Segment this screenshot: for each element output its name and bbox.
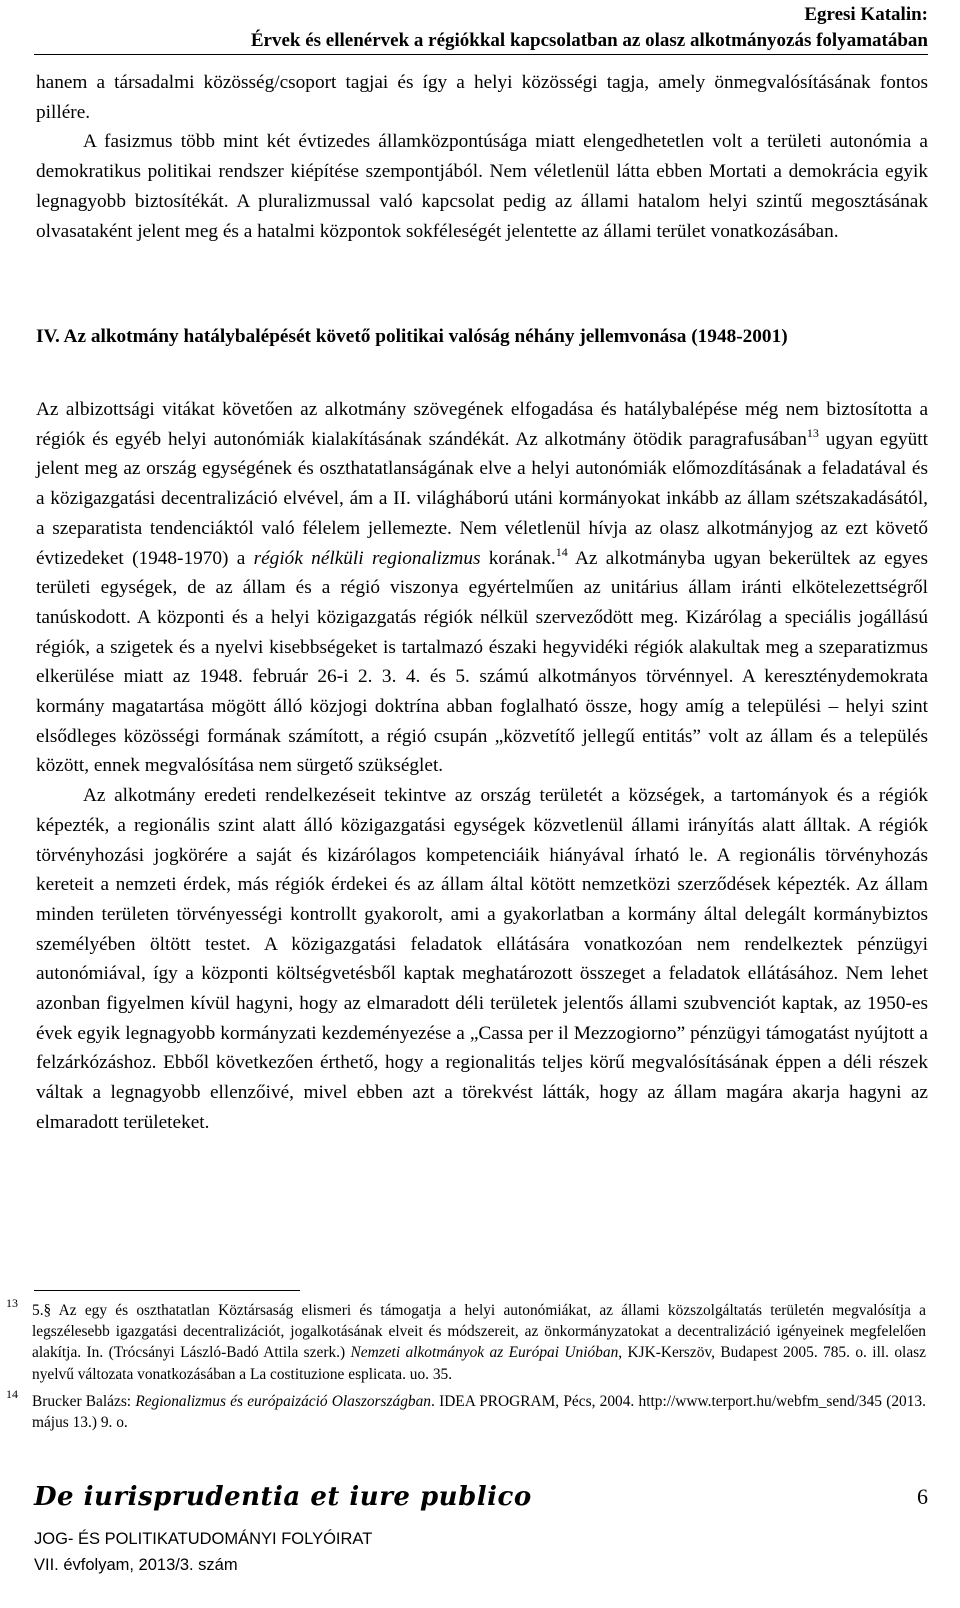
emphasis-text: régiók nélküli regionalizmus bbox=[253, 547, 481, 569]
footnote-divider bbox=[34, 1290, 300, 1291]
footnote-number: 14 bbox=[6, 1386, 18, 1401]
footnote-italic: Nemzeti alkotmányok az Európai Unióban bbox=[350, 1344, 619, 1362]
journal-volume: VII. évfolyam, 2013/3. szám bbox=[34, 1556, 238, 1574]
footnote-13 bbox=[6, 1296, 926, 1385]
journal-subtitle: JOG- ÉS POLITIKATUDOMÁNYI FOLYÓIRAT bbox=[34, 1530, 373, 1548]
header-divider bbox=[34, 54, 928, 55]
intro-paragraph-1: hanem a társadalmi közösség/csoport tagjai és így a helyi közösségi tagja, amely önmegvalósításának fontos pillére. bbox=[36, 72, 928, 123]
footnote-text: 5.§ Az egy és oszthatatlan Köztársaság elismeri és támogatja a helyi autonómiákat, az állami közszolgáltatás területén megvalósítja a legszélesebb igazgatási decentralizációt, jogalkotásának elveit és módszereit, az önkormányzatokat a decentralizáció igényeinek megfelelően alakítja. In. (Trócsányi László-Badó Attila szerk.) bbox=[32, 1302, 926, 1362]
footnote-italic: Regionalizmus és európaizáció Olaszországban bbox=[135, 1392, 431, 1410]
footnote-ref-14[interactable]: 14 bbox=[555, 544, 568, 559]
journal-title: De iurisprudentia et iure publico bbox=[34, 1482, 532, 1512]
footnote-14 bbox=[6, 1386, 926, 1433]
header-title: Érvek és ellenérvek a régiókkal kapcsolatban az olasz alkotmányozás folyamatában bbox=[250, 30, 928, 51]
footnotes bbox=[6, 1296, 926, 1433]
section-heading: IV. Az alkotmány hatálybalépését követő politikai valóság néhány jellemvonása (1948-2001) bbox=[36, 326, 788, 347]
section-paragraph-1 bbox=[36, 395, 928, 781]
footnote-text: . IDEA PROGRAM, Pécs, 2004. http://www.terport.hu/webfm_send/345 (2013. május 13.) 9. o. bbox=[32, 1392, 926, 1432]
running-header bbox=[251, 2, 928, 54]
footnote-text: , KJK-Kerszöv, Budapest 2005. 785. o. ill. olasz nyelvű változata vonatkozásában a La costituzione esplicata. uo. 35. bbox=[32, 1344, 926, 1383]
paragraph-text: korának. bbox=[480, 547, 556, 569]
section-paragraph-2: Az alkotmány eredeti rendelkezéseit tekintve az ország területét a községek, a tartományok és a régiók képezték, a regionális szint alatt álló közigazgatási egységek közvetlenül állami irányítás alatt álltak. A régiók törvényhozási jogkörére a saját és kizárólagos kompetenciáik hiányával írható le. A regionális törvényhozás kereteit a nemzeti érdek, más régiók érdekei és az állam által kötött nemzetközi szerződések képezték. Az állam minden területen törvényességi kontrollt gyakorolt, ami a gyakorlatban a kormány által delegált kormánybiztos személyében öltött testet. A közigazgatási feladatok ellátására vonatkozóan nem rendelkeztek pénzügyi autonómiával, így a központi költségvetésből kaptak meghatározott összeget a feladatok ellátásához. Nem lehet azonban figyelmen kívül hagyni, hogy az elmaradott déli területek jelentős állami szubvenciót kaptak, az 1950-es évek egyik legnagyobb kormányzati kezdeményezése a „Cassa per il Mezzogiorno” pénzügyi támogatást nyújtott a felzárkózáshoz. Ebből következően érthető, hogy a regionalitás teljes körű megvalósításának éppen a déli részek váltak a legnagyobb ellenzőivé, mivel ebben azt a törekvést látták, hogy az állam magára akarja hagyni az elmaradott területeket. bbox=[36, 785, 928, 1133]
intro-paragraph-2: A fasizmus több mint két évtizedes államközpontúsága miatt elengedhetetlen volt a területi autonómia a demokratikus politikai rendszer kiépítése szempontjából. Nem véletlenül látta ebben Mortati a demokrácia egyik legnagyobb biztosítékát. A pluralizmussal való kapcsolat pedig az állami hatalom helyi szintű megosztásának olvasataként jelent meg és a hatalmi központok sokféleségét jelentette az állami terület vonatkozásában. bbox=[36, 131, 928, 242]
intro-text bbox=[36, 68, 928, 246]
paragraph-text: Az albizottsági vitákat követően az alkotmány szövegének elfogadása és hatálybalépése még nem biztosította a régiók és egyéb helyi autonómiák kialakításának szándékát. Az alkotmány ötödik paragrafusában bbox=[36, 399, 928, 450]
footnote-number: 13 bbox=[6, 1296, 18, 1310]
paragraph-text: ugyan együtt jelent meg az ország egységének és oszthatatlanságának elve a helyi autonómiák előmozdításának a feladatával és a közigazgatási decentralizáció elvével, ám a II. világháború utáni kormányokat inkább az állam szétszakadásától, a szeparatista tendenciáktól való félelem jellemezte. Nem véletlenül hívja az olasz alkotmányjog az ezt követő évtizedeket (1948-1970) a bbox=[36, 428, 928, 569]
paragraph-text: Az alkotmányba ugyan bekerültek az egyes területi egységek, de az állam és a régió viszonya egyértelműen az unitárius állam iránti elkötelezettségről tanúskodott. A központi és a helyi közigazgatás régiók nélkül szerveződött meg. Kizárólag a speciális jogállású régiók, a szigetek és a nyelvi kisebbségeket is tartalmazó északi hegyvidéki régiók alakultak meg a szeparatizmus elkerülése miatt az 1948. február 26-i 2. 3. 4. és 5. számú alkotmányos törvénnyel. A kereszténydemokrata kormány magatartása mögött álló közjogi doktrína abban foglalható össze, hogy amíg a települési – helyi szint elsődleges közösségi formának számított, a régió csupán „közvetítő jellegű entitás” volt az állam és a település között, ennek megvalósítása nem sürgető szükséglet. bbox=[36, 547, 928, 777]
footnote-ref-13[interactable]: 13 bbox=[806, 425, 819, 440]
page-number: 6 bbox=[917, 1484, 928, 1509]
header-author: Egresi Katalin: bbox=[804, 4, 928, 25]
section-body bbox=[36, 395, 928, 1138]
footnote-text: Brucker Balázs: bbox=[32, 1392, 136, 1410]
